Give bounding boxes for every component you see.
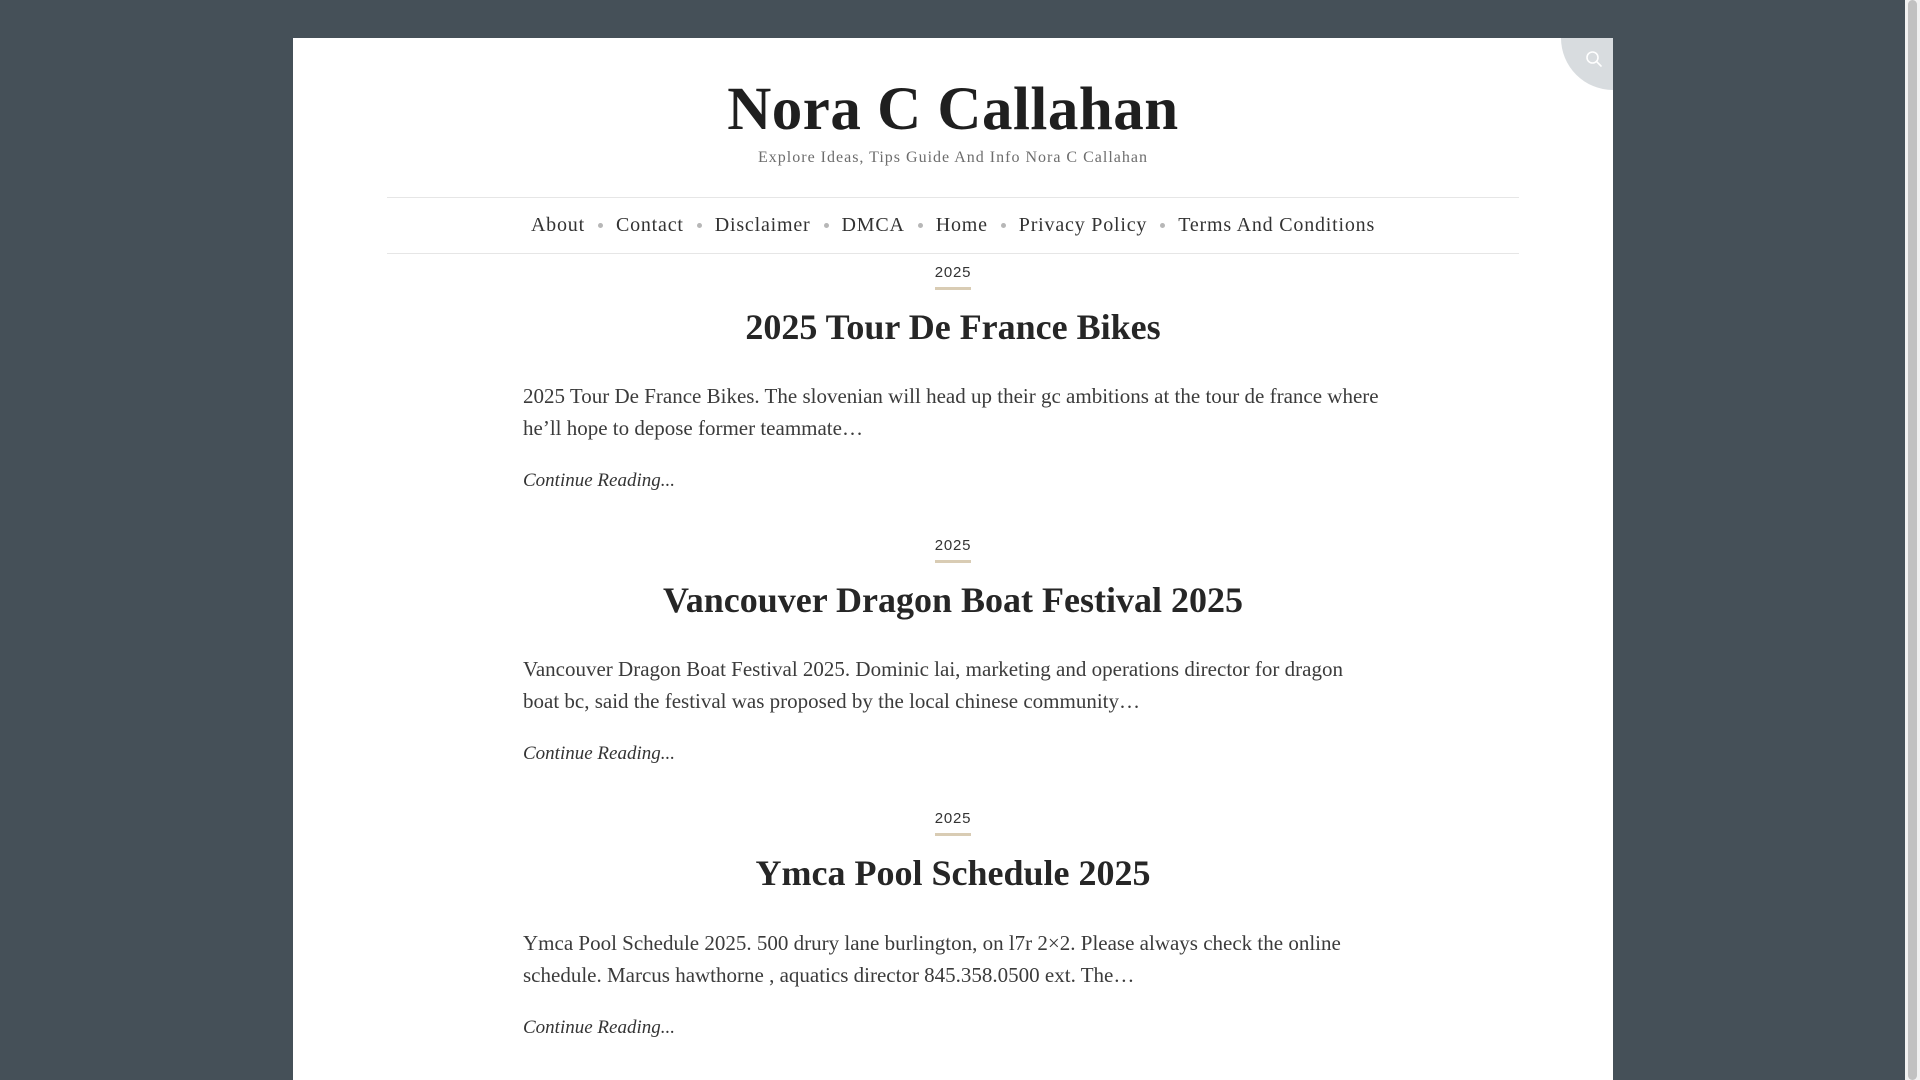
post-item xyxy=(523,527,1383,771)
nav-separator xyxy=(697,223,702,228)
nav-separator xyxy=(1160,223,1165,228)
post-category-link[interactable]: 2025 xyxy=(935,264,972,290)
search-icon xyxy=(1585,50,1603,68)
page-scrollbar[interactable] xyxy=(1905,0,1920,1080)
continue-reading-link[interactable]: Continue Reading... xyxy=(523,743,675,765)
nav-separator xyxy=(1001,223,1006,228)
nav-item-home[interactable]: Home xyxy=(935,214,988,237)
post-title[interactable]: Vancouver Dragon Boat Festival 2025 xyxy=(663,580,1243,621)
post-title[interactable]: Ymca Pool Schedule 2025 xyxy=(755,853,1151,894)
post-list xyxy=(523,254,1383,1045)
nav-item-about[interactable]: About xyxy=(530,214,585,237)
nav-item-disclaimer[interactable]: Disclaimer xyxy=(714,214,811,237)
post-item xyxy=(523,254,1383,498)
scrollbar-thumb[interactable] xyxy=(1908,0,1917,1080)
site-tagline: Explore Ideas, Tips Guide And Info Nora C Callahan xyxy=(758,149,1148,167)
nav-separator xyxy=(824,223,829,228)
nav-separator xyxy=(918,223,923,228)
main-navigation xyxy=(387,197,1519,254)
continue-reading-link[interactable]: Continue Reading... xyxy=(523,1016,675,1038)
post-excerpt: 2025 Tour De France Bikes. The slovenian will head up their gc ambitions at the tour de france where he’ll hope to depose former teammate… xyxy=(523,384,1379,441)
nav-item-dmca[interactable]: DMCA xyxy=(841,214,905,237)
page-container xyxy=(293,38,1613,1080)
nav-item-privacy-policy[interactable]: Privacy Policy xyxy=(1018,214,1148,237)
post-excerpt: Ymca Pool Schedule 2025. 500 drury lane burlington, on l7r 2×2. Please always check the online schedule. Marcus hawthorne , aquatics director 845.358.0500 ext. The… xyxy=(523,930,1341,987)
nav-item-terms-and-conditions[interactable]: Terms And Conditions xyxy=(1178,214,1376,237)
post-category-link[interactable]: 2025 xyxy=(935,537,972,563)
post-title[interactable]: 2025 Tour De France Bikes xyxy=(745,307,1161,348)
continue-reading-link[interactable]: Continue Reading... xyxy=(523,470,675,492)
nav-separator xyxy=(598,223,603,228)
site-header xyxy=(293,38,1613,167)
site-title[interactable]: Nora C Callahan xyxy=(727,76,1179,143)
post-item xyxy=(523,800,1383,1044)
post-excerpt: Vancouver Dragon Boat Festival 2025. Dominic lai, marketing and operations director for dragon boat bc, said the festival was proposed by the local chinese community… xyxy=(523,657,1343,714)
post-category-link[interactable]: 2025 xyxy=(935,810,972,836)
nav-item-contact[interactable]: Contact xyxy=(615,214,684,237)
